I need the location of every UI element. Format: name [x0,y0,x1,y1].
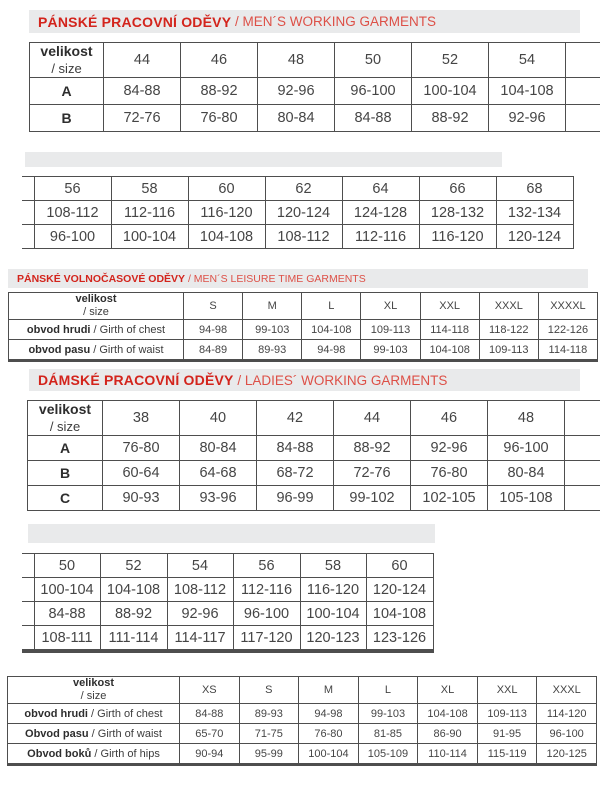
cell: 108-111 [34,626,100,652]
header-cell: velikost / size [8,677,180,704]
cell: 114-118 [538,340,597,361]
cell [22,225,34,249]
cell: 104-108 [302,320,361,340]
header-cell: 46 [181,43,258,78]
cell: 96-100 [233,602,300,626]
cell: 80-84 [180,435,257,460]
header-cell: 60 [188,177,265,201]
cell: 117-120 [233,626,300,652]
cell [565,460,600,485]
cell: A [30,77,104,104]
cell: 84-88 [257,435,334,460]
cell: 116-120 [188,201,265,225]
header-cell: 40 [180,401,257,436]
cell [22,578,34,602]
header-cell: L [358,677,418,704]
header-cell: 60 [366,554,433,578]
section-title-ladies-working-cz: DÁMSKÉ PRACOVNÍ ODĚVY [38,372,234,388]
header-cell: 50 [34,554,100,578]
table-row [30,104,600,131]
cell: 99-103 [358,704,418,724]
section-title-mens-working [29,10,580,33]
cell: 120-124 [496,225,573,249]
header-cell [22,554,34,578]
mens-working-table-sizes-44-54 [29,42,600,132]
header-cell: 62 [265,177,342,201]
header-cell: 56 [233,554,300,578]
cell [565,485,600,510]
cell: 109-113 [479,340,538,361]
header-cell: M [299,677,359,704]
header-cell: 66 [419,177,496,201]
cell: 120-125 [537,744,597,765]
table-row [22,578,433,602]
table-row [28,435,600,460]
cell: 120-124 [265,201,342,225]
header-cell: 64 [342,177,419,201]
cell: 80-84 [258,104,335,131]
cell: 104-108 [489,77,566,104]
cell: obvod hrudi / Girth of chest [8,704,180,724]
cell: 84-88 [34,602,100,626]
cell: 80-84 [488,460,565,485]
cell: 86-90 [418,724,478,744]
cell: 112-116 [342,225,419,249]
cell: 120-123 [300,626,366,652]
section-title-mens-working-cz: PÁNSKÉ PRACOVNÍ ODĚVY [38,13,232,30]
header-cell [565,401,600,436]
cell: 99-102 [334,485,411,510]
cell: 116-120 [300,578,366,602]
cell: 96-100 [537,724,597,744]
cell: 88-92 [181,77,258,104]
cell [566,104,600,131]
cell: B [28,460,103,485]
cell: 64-68 [180,460,257,485]
cell: 100-104 [412,77,489,104]
header-cell: 48 [258,43,335,78]
table-row [8,704,597,724]
header-cell: XXXL [537,677,597,704]
cell: 116-120 [419,225,496,249]
table-row [8,744,597,765]
header-row [30,43,600,78]
header-cell: S [184,293,243,320]
header-cell: L [302,293,361,320]
cell: 111-114 [100,626,167,652]
table-row [28,460,600,485]
cell: 118-122 [479,320,538,340]
header-cell [566,43,600,78]
header-cell: M [243,293,302,320]
section-title-mens-working-en: / MEN´S WORKING GARMENTS [231,14,436,29]
header-cell: XS [180,677,240,704]
table-row [28,485,600,510]
cell [22,201,34,225]
mens-working-table-sizes-56-68 [22,176,574,249]
header-row [22,177,573,201]
cell: 68-72 [257,460,334,485]
cell: Obvod pasu / Girth of waist [8,724,180,744]
ladies-sizes-table [7,676,597,766]
header-cell: 46 [411,401,488,436]
cell: 100-104 [34,578,100,602]
header-cell: XXL [477,677,537,704]
cell: 91-95 [477,724,537,744]
cell: 102-105 [411,485,488,510]
cell: 108-112 [167,578,233,602]
cell: C [28,485,103,510]
table-row [9,340,598,361]
cell: 88-92 [100,602,167,626]
cell [566,77,600,104]
cell: 105-109 [358,744,418,765]
cell: 92-96 [167,602,233,626]
header-row [22,554,433,578]
cell: 123-126 [366,626,433,652]
cell: 72-76 [104,104,181,131]
cell: 124-128 [342,201,419,225]
table-row [22,201,573,225]
header-cell: 42 [257,401,334,436]
cell: 89-93 [243,340,302,361]
header-row [28,401,600,436]
table-row [22,602,433,626]
cell: 96-99 [257,485,334,510]
cell: 112-116 [111,201,188,225]
cell: 76-80 [411,460,488,485]
cell: 76-80 [299,724,359,744]
cell [22,626,34,652]
header-cell: velikost / size [30,43,104,78]
cell [565,435,600,460]
cell: 122-126 [538,320,597,340]
cell: 99-103 [361,340,420,361]
header-cell: 68 [496,177,573,201]
cell: 100-104 [300,602,366,626]
cell: 96-100 [335,77,412,104]
cell: obvod hrudi / Girth of chest [9,320,184,340]
ladies-working-table-sizes-38-48 [27,400,600,511]
header-cell: 54 [167,554,233,578]
separator-bar [25,152,502,167]
cell: 94-98 [302,340,361,361]
cell: 105-108 [488,485,565,510]
cell: 109-113 [477,704,537,724]
cell: 104-108 [188,225,265,249]
header-cell: XXXXL [538,293,597,320]
cell: 104-108 [418,704,478,724]
cell: 92-96 [258,77,335,104]
header-row [8,677,597,704]
header-row [9,293,598,320]
cell: 95-99 [239,744,299,765]
cell: 89-93 [239,704,299,724]
cell: 100-104 [111,225,188,249]
header-cell: XXXL [479,293,538,320]
cell: 120-124 [366,578,433,602]
cell: A [28,435,103,460]
cell: 104-108 [100,578,167,602]
cell: 71-75 [239,724,299,744]
cell: 114-120 [537,704,597,724]
header-cell: S [239,677,299,704]
section-title-mens-leisure-cz: PÁNSKÉ VOLNOČASOVÉ ODĚVY [17,272,186,285]
cell: B [30,104,104,131]
cell: 96-100 [34,225,111,249]
header-cell: 48 [488,401,565,436]
cell: 84-88 [335,104,412,131]
cell: 81-85 [358,724,418,744]
cell: 76-80 [181,104,258,131]
cell: obvod pasu / Girth of waist [9,340,184,361]
header-cell: 56 [34,177,111,201]
header-cell: 58 [300,554,366,578]
header-cell [22,177,34,201]
cell: 60-64 [103,460,180,485]
table-row [8,724,597,744]
section-title-ladies-working-en: / LADIES´ WORKING GARMENTS [233,372,448,388]
cell: 132-134 [496,201,573,225]
cell: 104-108 [366,602,433,626]
cell: 84-88 [104,77,181,104]
table-row [30,77,600,104]
header-cell: XXL [420,293,479,320]
cell: 114-117 [167,626,233,652]
cell: 110-114 [418,744,478,765]
section-title-mens-leisure-en: / MEN´S LEISURE TIME GARMENTS [185,272,366,285]
cell: 88-92 [412,104,489,131]
cell [22,602,34,626]
header-cell: 52 [412,43,489,78]
table-row [22,225,573,249]
cell: 108-112 [265,225,342,249]
cell: 128-132 [419,201,496,225]
cell: 84-88 [180,704,240,724]
cell: 84-89 [184,340,243,361]
header-cell: XL [418,677,478,704]
table-row [22,626,433,652]
header-cell: 58 [111,177,188,201]
cell: 104-108 [420,340,479,361]
cell: 108-112 [34,201,111,225]
header-cell: XL [361,293,420,320]
separator-bar [28,524,435,543]
section-title-mens-leisure [8,269,588,288]
table-row [9,320,598,340]
cell: 90-93 [103,485,180,510]
header-cell: 44 [334,401,411,436]
cell: 92-96 [489,104,566,131]
ladies-working-table-sizes-50-60 [22,553,434,653]
section-title-ladies-working [29,369,580,391]
cell: 112-116 [233,578,300,602]
cell: 109-113 [361,320,420,340]
cell: 65-70 [180,724,240,744]
mens-leisure-table [8,292,598,362]
cell: 115-119 [477,744,537,765]
cell: 72-76 [334,460,411,485]
cell: 92-96 [411,435,488,460]
header-cell: velikost / size [9,293,184,320]
cell: 90-94 [180,744,240,765]
header-cell: 38 [103,401,180,436]
cell: 76-80 [103,435,180,460]
header-cell: 52 [100,554,167,578]
header-cell: 44 [104,43,181,78]
cell: 88-92 [334,435,411,460]
cell: 93-96 [180,485,257,510]
cell: 99-103 [243,320,302,340]
header-cell: velikost / size [28,401,103,436]
cell: 94-98 [299,704,359,724]
cell: 100-104 [299,744,359,765]
cell: 96-100 [488,435,565,460]
cell: 114-118 [420,320,479,340]
cell: 94-98 [184,320,243,340]
header-cell: 54 [489,43,566,78]
header-cell: 50 [335,43,412,78]
cell: Obvod boků / Girth of hips [8,744,180,765]
